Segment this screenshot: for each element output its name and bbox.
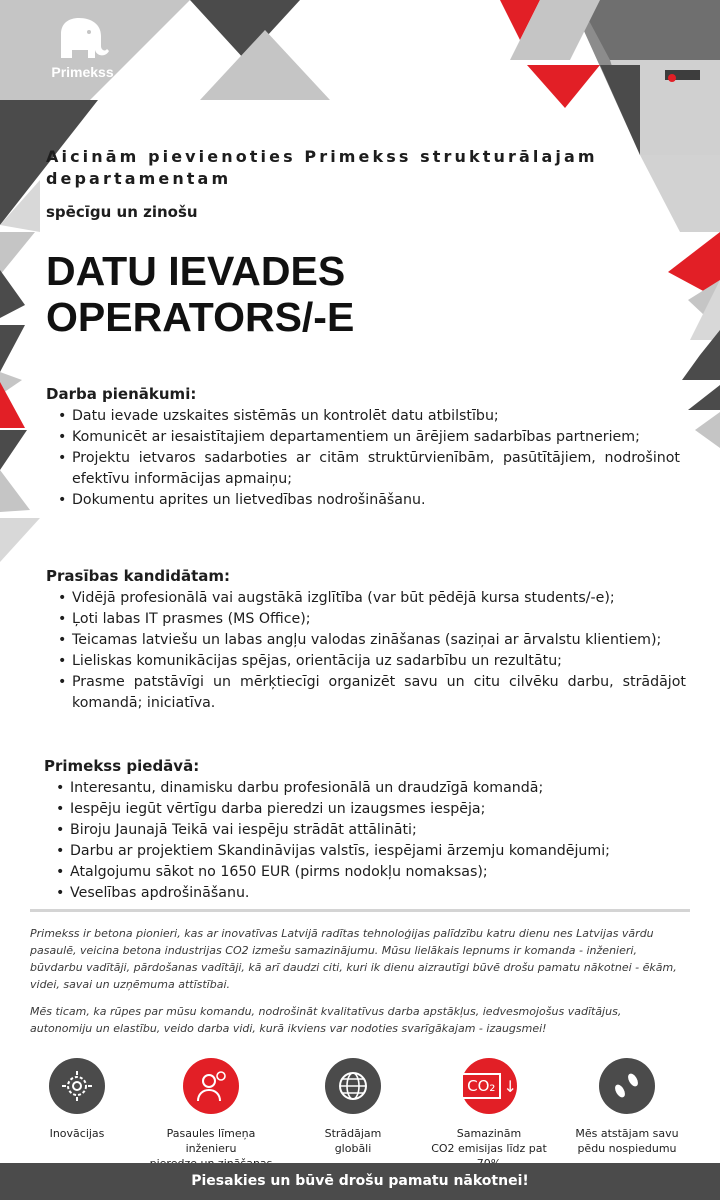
- feature-global: [288, 1058, 418, 1156]
- feature-label-line2: CO2 emisijas līdz pat: [431, 1142, 547, 1155]
- feature-label: Inovācijas: [49, 1127, 105, 1140]
- intro-heading: Aicinām pievienoties Primekss strukturālajam departamentam: [46, 147, 598, 188]
- feature-label: [562, 1126, 692, 1156]
- footprints-icon: [599, 1058, 655, 1114]
- brand-logo[interactable]: [0, 0, 170, 95]
- list-item: • Datu ievade uzskaites sistēmās un kontrolēt datu atbilstību;: [72, 406, 680, 427]
- offer-list: [44, 778, 684, 904]
- feature-co2: [424, 1058, 554, 1171]
- feature-footprint: [562, 1058, 692, 1156]
- job-title-line2: OPERATORS/-E: [46, 294, 355, 340]
- feature-label-line1: Mēs atstājam savu: [575, 1127, 679, 1140]
- list-item: • Interesantu, dinamisku darbu profesionālā un draudzīgā komandā;: [70, 778, 684, 799]
- feature-label: [288, 1126, 418, 1156]
- subtitle: spēcīgu un zinošu: [46, 203, 198, 221]
- list-item: • Dokumentu aprites un lietvedības nodrošināšanu.: [72, 490, 680, 511]
- globe-icon: [325, 1058, 381, 1114]
- requirements-list: [46, 588, 686, 714]
- list-item: • Projektu ietvaros sadarboties ar citām struktūrvienībām, pasūtītājiem, nodrošinot efektīvu informācijas apmaiņu;: [72, 448, 680, 490]
- offer-heading: Primekss piedāvā:: [44, 757, 200, 775]
- list-item: • Ļoti labas IT prasmes (MS Office);: [72, 609, 686, 630]
- duties-heading: Darba pienākumi:: [46, 385, 197, 403]
- about-paragraph-2: Mēs ticam, ka rūpes par mūsu komandu, nodrošināt kvalitatīvus darba apstākļus, iedvesmojošus vadītājus, autonomiju un elastību, veido darba vidi, kurā ikviens var nodoties svarīgākajam - izaugsmei!: [30, 1005, 622, 1035]
- apply-cta-banner[interactable]: Piesakies un būvē drošu pamatu nākotnei!: [0, 1163, 720, 1200]
- feature-innovation: [12, 1058, 142, 1141]
- list-item: • Prasme patstāvīgi un mērķtiecīgi organizēt savu un citu cilvēku darbu, strādājot komandā; iniciatīva.: [72, 672, 686, 714]
- duties-list: [46, 406, 680, 511]
- divider: [30, 909, 690, 912]
- engineer-person-icon: [183, 1058, 239, 1114]
- job-title-line1: DATU IEVADES: [46, 248, 346, 294]
- feature-engineers: [146, 1058, 276, 1171]
- list-item: • Atalgojumu sākot no 1650 EUR (pirms nodokļu nomaksas);: [70, 862, 684, 883]
- feature-label-line2: globāli: [334, 1142, 372, 1155]
- about-paragraph-1: Primekss ir betona pionieri, kas ar inovatīvas Latvijā radītas tehnoloģijas palīdzību katru dienu nes Latvijas vārdu pasaulē, veicina betona industrijas CO2 izmešu samazinājumu. Mūsu lielākais lepnums ir komanda - inženieri, būvdarbu vadītāji, pārdošanas vadītāji, kā arī daudzi citi, kuri ik dienu aizrautīgi būvē drošu pamatu nākotnei - ēkām, videi, savai un uzņēmuma attīstībai.: [30, 927, 677, 991]
- list-item: • Lieliskas komunikācijas spējas, orientācija uz sadarbību un rezultātu;: [72, 651, 686, 672]
- list-item: • Biroju Jaunajā Teikā vai iespēju strādāt attālināti;: [70, 820, 684, 841]
- feature-label-line1: Pasaules līmeņa inženieru: [166, 1127, 256, 1155]
- feature-label-line2: pēdu nospiedumu: [577, 1142, 677, 1155]
- feature-label-line1: Samazinām: [456, 1127, 522, 1140]
- feature-label-line1: Strādājam: [324, 1127, 382, 1140]
- elephant-icon: [55, 14, 110, 62]
- list-item: • Iespēju iegūt vērtīgu darba pieredzi un izaugsmes iespēja;: [70, 799, 684, 820]
- list-item: • Darbu ar projektiem Skandināvijas valstīs, iespējami ārzemju komandējumi;: [70, 841, 684, 862]
- co2-reduction-icon: CO₂ ↓: [461, 1058, 517, 1114]
- list-item: • Teicamas latviešu un labas angļu valodas zināšanas (saziņai ar ārvalstu klientiem);: [72, 630, 686, 651]
- list-item: • Vidējā profesionālā vai augstākā izglītība (var būt pēdējā kursa students/-e);: [72, 588, 686, 609]
- requirements-heading: Prasības kandidātam:: [46, 567, 231, 585]
- brand-name: Primekss: [51, 64, 114, 80]
- list-item: • Veselības apdrošināšanu.: [70, 883, 684, 904]
- list-item: • Komunicēt ar iesaistītajiem departamentiem un ārējiem sadarbības partneriem;: [72, 427, 680, 448]
- innovation-gear-icon: [49, 1058, 105, 1114]
- job-title: [46, 248, 606, 340]
